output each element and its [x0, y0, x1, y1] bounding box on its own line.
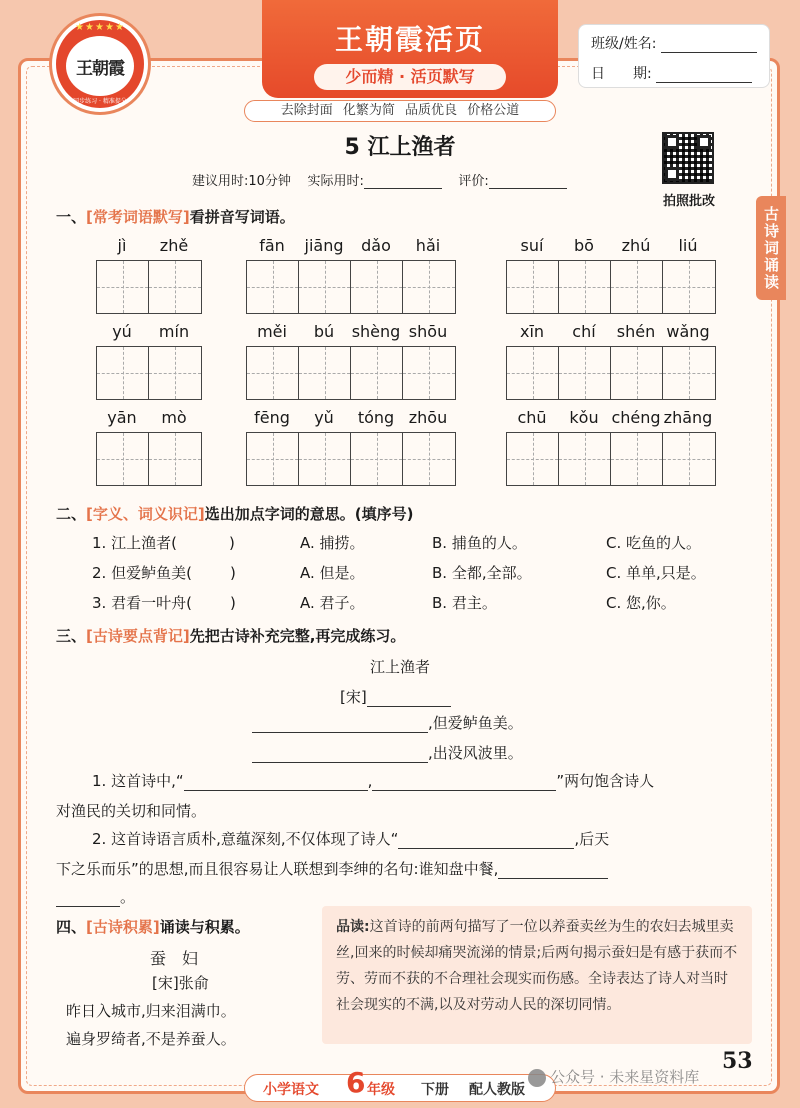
writing-cell[interactable]: [97, 261, 149, 313]
question-3-2-end: 。: [56, 886, 135, 907]
rating-label: 评价:: [458, 174, 489, 189]
writing-cell[interactable]: [559, 261, 611, 313]
watermark: 公众号 · 未来星资料库: [528, 1066, 699, 1087]
writing-grid: [96, 346, 202, 400]
writing-grid: [506, 260, 716, 314]
option-c: C. 单单,只是。: [606, 564, 706, 582]
pinyin-syllable: yān: [107, 408, 137, 427]
pinyin-syllable: shōu: [408, 322, 448, 341]
suggested-time: 建议用时:10分钟: [192, 174, 291, 189]
pinyin-syllable: jiāng: [304, 236, 344, 255]
writing-grid: [96, 432, 202, 486]
pinyin-syllable: yǔ: [314, 408, 334, 427]
question-3-1-cont: 对渔民的关切和同情。: [56, 802, 207, 820]
section-4-title: 四、[古诗积累]诵读与积累。: [56, 918, 250, 936]
date-label: 日 期:: [591, 66, 652, 82]
pinyin-syllable: zhú: [621, 236, 651, 255]
option-a: A. 但是。: [300, 564, 365, 582]
writing-grid: [246, 260, 456, 314]
q3-2-blank-a[interactable]: [398, 833, 574, 849]
pinyin-syllable: zhāng: [663, 408, 713, 427]
question-3-2-cont: 下之乐而乐”的思想,而且很容易让人联想到李绅的名句:谁知盘中餐,: [56, 858, 608, 879]
writing-cell[interactable]: [403, 433, 455, 485]
section-3-tag: [古诗要点背记]: [86, 627, 190, 645]
pinyin-syllable: wǎng: [666, 322, 710, 341]
writing-cell[interactable]: [663, 347, 715, 399]
question-2-3: 3. 君看一叶舟( ): [92, 594, 236, 612]
option-b: B. 君主。: [432, 594, 497, 612]
class-name-field[interactable]: [591, 33, 757, 53]
writing-grid: [246, 432, 456, 486]
writing-cell[interactable]: [351, 433, 403, 485]
pinyin-syllable: kǒu: [569, 408, 599, 427]
writing-cell[interactable]: [611, 261, 663, 313]
pinyin-row: [506, 236, 714, 255]
pinyin-syllable: dǎo: [361, 236, 391, 255]
pinyin-syllable: yú: [112, 322, 132, 341]
date-blank[interactable]: [656, 69, 752, 83]
writing-cell[interactable]: [559, 347, 611, 399]
footer-grade-number: 6: [346, 1066, 366, 1099]
reading-text: 这首诗的前两句描写了一位以养蚕卖丝为生的农妇去城里卖丝,回来的时候却痛哭流涕的情景;后两句揭示蚕妇是有感于获而不劳、劳而不获的不合理社会现实而伤感。全诗表达了诗人对当时社会现实的不满,以及对劳动人民的深切同情。: [336, 919, 738, 1013]
pinyin-syllable: mín: [158, 322, 190, 341]
pinyin-syllable: měi: [257, 322, 287, 341]
poem-line-2: ,出没风波里。: [252, 742, 523, 763]
writing-cell[interactable]: [247, 433, 299, 485]
pinyin-row: [246, 322, 454, 341]
lesson-title: 5 江上渔者: [344, 135, 456, 160]
writing-cell[interactable]: [149, 261, 201, 313]
writing-cell[interactable]: [663, 433, 715, 485]
poem-2-line-2: 遍身罗绮者,不是养蚕人。: [66, 1030, 236, 1048]
poem-title: 江上渔者: [369, 658, 430, 676]
wechat-icon: [528, 1069, 546, 1087]
pinyin-row: [506, 408, 714, 427]
pinyin-syllable: zhōu: [408, 408, 448, 427]
writing-cell[interactable]: [299, 347, 351, 399]
pinyin-syllable: chéng: [611, 408, 661, 427]
writing-cell[interactable]: [403, 347, 455, 399]
actual-time-blank[interactable]: [364, 175, 442, 189]
poem-2-line-1: 昨日入城市,归来泪满巾。: [66, 1002, 236, 1020]
pinyin-row: [246, 408, 454, 427]
section-4-tag: [古诗积累]: [86, 918, 160, 936]
writing-cell[interactable]: [507, 261, 559, 313]
poem-blank-2[interactable]: [252, 747, 428, 763]
writing-cell[interactable]: [351, 261, 403, 313]
q3-2-blank-b[interactable]: [498, 863, 608, 879]
brand-title: 王朝霞活页: [334, 23, 485, 56]
writing-cell[interactable]: [247, 347, 299, 399]
date-field[interactable]: [591, 63, 752, 83]
question-3-2: 2. 这首诗语言质朴,意蕴深刻,不仅体现了诗人“ ,后天: [92, 830, 610, 848]
writing-cell[interactable]: [663, 261, 715, 313]
writing-cell[interactable]: [299, 261, 351, 313]
footer-grade-suffix: 年级: [367, 1082, 395, 1098]
section-2-title: 二、[字义、词义识记]选出加点字词的意思。(填序号): [56, 505, 414, 523]
pinyin-syllable: chí: [572, 322, 596, 341]
side-tab-ancient-poetry: 古诗词诵读: [756, 196, 786, 300]
writing-grid: [506, 346, 716, 400]
slogan-bar: 去除封面 化繁为简 品质优良 价格公道: [244, 100, 556, 122]
rating-blank[interactable]: [489, 175, 567, 189]
qr-label: 拍照批改: [662, 194, 715, 209]
footer-subject: 小学语文: [263, 1082, 319, 1098]
writing-grid: [506, 432, 716, 486]
pinyin-syllable: shén: [616, 322, 656, 341]
time-line: [192, 170, 567, 189]
pinyin-syllable: liú: [678, 236, 698, 255]
logo-subtext: 同步练习 · 精准提分: [73, 98, 127, 105]
logo-text: 王朝霞: [76, 58, 124, 79]
class-name-blank[interactable]: [661, 39, 757, 53]
writing-cell[interactable]: [351, 347, 403, 399]
brand-banner: [262, 0, 558, 98]
poem-line-1: ,但爱鲈鱼美。: [252, 712, 523, 733]
pinyin-syllable: jì: [117, 236, 127, 255]
pinyin-row: [96, 236, 200, 255]
student-info-box: [578, 24, 770, 88]
question-2-2: 2. 但爱鲈鱼美( ): [92, 564, 236, 582]
pinyin-syllable: shèng: [351, 322, 401, 341]
reading-notes-box: [322, 906, 752, 1044]
writing-cell[interactable]: [507, 347, 559, 399]
writing-cell[interactable]: [149, 347, 201, 399]
writing-cell[interactable]: [97, 433, 149, 485]
pinyin-syllable: bō: [574, 236, 594, 255]
pinyin-row: [96, 322, 200, 341]
writing-grid: [246, 346, 456, 400]
option-c: C. 您,你。: [606, 594, 676, 612]
pinyin-syllable: mò: [161, 408, 187, 427]
writing-cell[interactable]: [149, 433, 201, 485]
class-name-label: 班级/姓名:: [591, 36, 657, 52]
q3-2-blank-c[interactable]: [56, 891, 120, 907]
pinyin-syllable: hǎi: [415, 236, 441, 255]
poem-blank-1[interactable]: [252, 717, 428, 733]
author-blank[interactable]: [367, 691, 451, 707]
writing-grid: [96, 260, 202, 314]
section-1-tag: [常考词语默写]: [86, 208, 190, 226]
q3-1-blank-b[interactable]: [372, 775, 556, 791]
writing-cell[interactable]: [611, 347, 663, 399]
pinyin-syllable: fēng: [254, 408, 290, 427]
pinyin-row: [506, 322, 714, 341]
pinyin-syllable: fān: [259, 236, 285, 255]
publisher-logo: [52, 16, 148, 112]
actual-time-label: 实际用时:: [307, 174, 364, 189]
footer-bar: [244, 1074, 556, 1102]
pinyin-syllable: xīn: [519, 322, 545, 341]
writing-cell[interactable]: [97, 347, 149, 399]
poem-2-title: 蚕 妇: [150, 949, 199, 968]
pinyin-syllable: chū: [517, 408, 547, 427]
writing-cell[interactable]: [403, 261, 455, 313]
footer-volume: 下册: [421, 1082, 449, 1098]
pinyin-syllable: suí: [520, 236, 544, 255]
poem-author-line: [宋]: [340, 686, 451, 707]
section-3-title: 三、[古诗要点背记]先把古诗补充完整,再完成练习。: [56, 627, 406, 645]
section-2-tag: [字义、词义识记]: [86, 505, 205, 523]
option-a: A. 捕捞。: [300, 534, 365, 552]
option-b: B. 全都,全部。: [432, 564, 532, 582]
writing-cell[interactable]: [299, 433, 351, 485]
option-b: B. 捕鱼的人。: [432, 534, 527, 552]
option-c: C. 吃鱼的人。: [606, 534, 702, 552]
question-3-1: 1. 这首诗中,“ , ”两句饱含诗人: [92, 772, 655, 790]
page-number: 53: [722, 1048, 753, 1074]
pinyin-syllable: tóng: [357, 408, 395, 427]
poem-2-author: [宋]张俞: [152, 974, 209, 992]
brand-subtitle: 少而精 · 活页默写: [314, 64, 506, 90]
pinyin-syllable: bú: [313, 322, 335, 341]
footer-edition: 配人教版: [469, 1082, 525, 1098]
reading-label: 品读:: [336, 919, 370, 935]
writing-cell[interactable]: [507, 433, 559, 485]
option-a: A. 君子。: [300, 594, 365, 612]
pinyin-syllable: zhě: [159, 236, 189, 255]
writing-cell[interactable]: [247, 261, 299, 313]
section-1-title: 一、[常考词语默写]看拼音写词语。: [56, 208, 295, 226]
pinyin-row: [96, 408, 200, 427]
pinyin-row: [246, 236, 454, 255]
question-2-1: 1. 江上渔者( ): [92, 534, 235, 552]
stars-decoration: ★★★★★: [75, 22, 125, 33]
writing-cell[interactable]: [559, 433, 611, 485]
q3-1-blank-a[interactable]: [184, 775, 368, 791]
writing-cell[interactable]: [611, 433, 663, 485]
